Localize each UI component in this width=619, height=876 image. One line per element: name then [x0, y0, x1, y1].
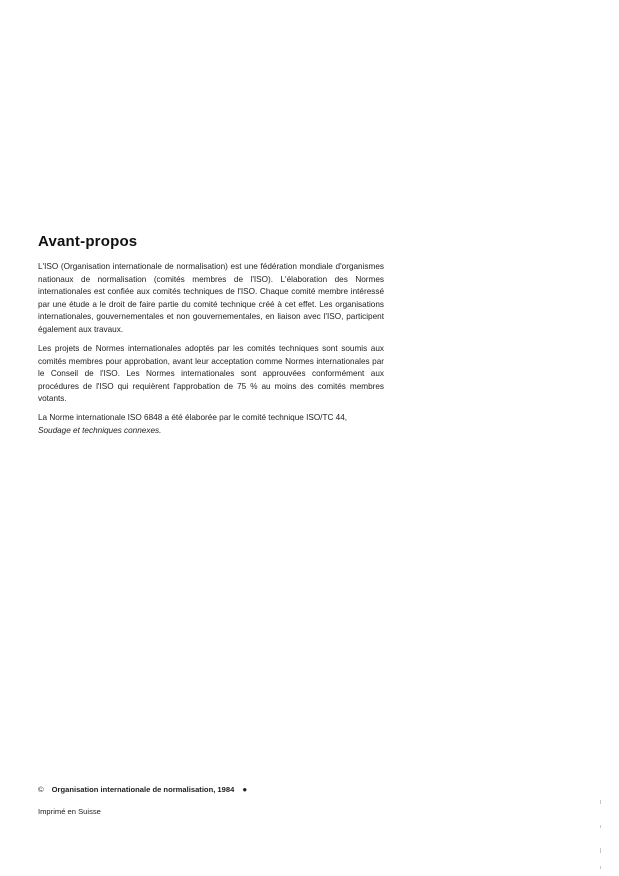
copyright-text: Organisation internationale de normalisation, 1984 [51, 785, 235, 794]
printed-in-line: Imprimé en Suisse [38, 807, 101, 816]
scan-mark [600, 825, 601, 828]
copyright-icon: © [38, 785, 44, 794]
scan-mark [600, 848, 601, 853]
copyright-line [38, 785, 247, 794]
scan-mark [600, 800, 601, 804]
foreword-paragraph-1: L'ISO (Organisation internationale de normalisation) est une fédération mondiale d'organismes nationaux de normalisation (comités membres de l'ISO). L'élaboration des Normes internationales est confiée aux comités techniques de l'ISO. Chaque comité membre intéressé par une étude a le droit de faire partie du comité technique créé à cet effet. Les organisations internationales, gouvernementales et non gouvernementales, en liaison avec l'ISO, participent également aux travaux. [38, 262, 384, 334]
bullet-icon: ● [242, 785, 248, 794]
scan-mark [600, 866, 601, 869]
foreword-paragraph-3 [38, 412, 384, 437]
foreword-paragraph-3-text: La Norme internationale ISO 6848 a été élaborée par le comité technique ISO/TC 44, [38, 413, 348, 422]
foreword-paragraph-3-italic: Soudage et techniques connexes. [38, 425, 162, 435]
foreword-paragraph-2: Les projets de Normes internationales adoptés par les comités techniques sont soumis aux comités membres pour approbation, avant leur acceptation comme Normes internationales par le Conseil de l'ISO. Les Normes internationales sont approuvées conformément aux procédures de l'ISO qui requièrent l'approbation de 75 % au moins des comités membres votants. [38, 344, 384, 403]
foreword-title: Avant-propos [38, 233, 138, 250]
